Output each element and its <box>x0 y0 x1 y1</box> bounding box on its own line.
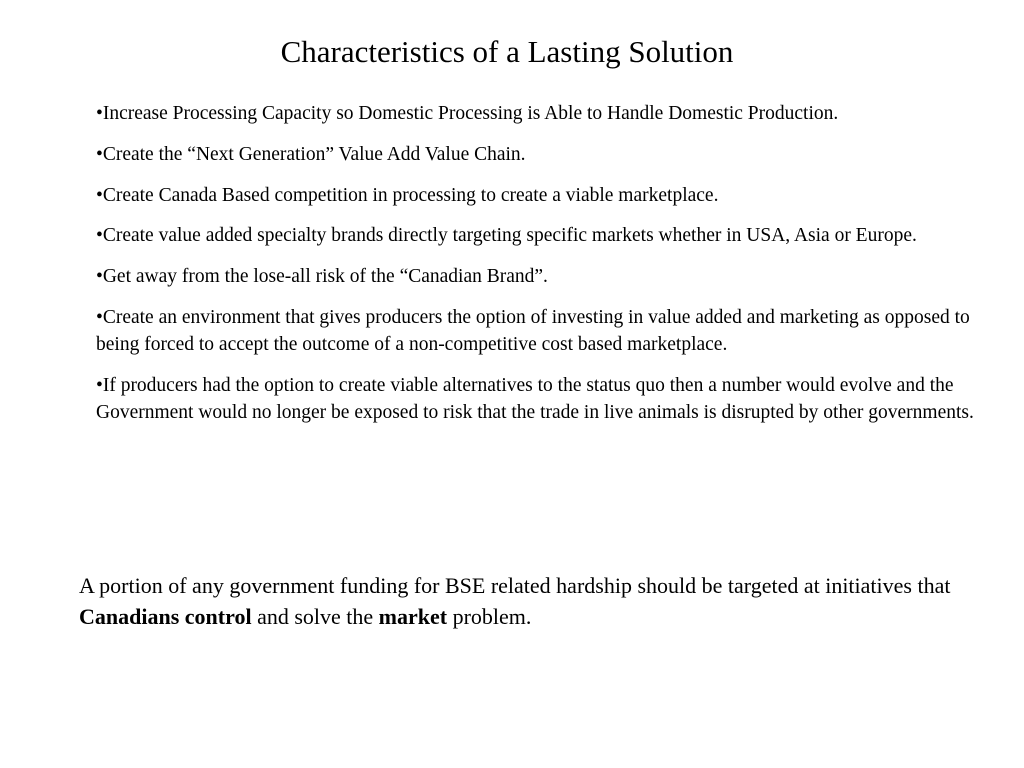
bullet-item: •If producers had the option to create viable alternatives to the status quo then a number would evolve and the Government would no longer be exposed to risk that the trade in live animals is disrupted by other governments. <box>96 375 974 424</box>
bullet-list <box>96 100 996 440</box>
closing-bold-market: market <box>378 603 448 629</box>
bullet-item: •Create the “Next Generation” Value Add Value Chain. <box>96 143 526 165</box>
closing-text-3: problem. <box>447 603 532 629</box>
closing-bold-canadians-control: Canadians control <box>79 603 252 629</box>
bullet-item: •Create Canada Based competition in processing to create a viable marketplace. <box>96 184 719 206</box>
bullet-item: •Create value added specialty brands directly targeting specific markets whether in USA, Asia or Europe. <box>96 225 917 247</box>
bullet-item: •Create an environment that gives producers the option of investing in value added and marketing as opposed to being forced to accept the outcome of a non-competitive cost based marketplace. <box>96 306 970 356</box>
bullet-item: •Increase Processing Capacity so Domestic Processing is Able to Handle Domestic Production. <box>96 103 839 124</box>
slide-title: Characteristics of a Lasting Solution <box>280 34 734 69</box>
closing-note <box>79 571 969 632</box>
bullet-item: •Get away from the lose-all risk of the “Canadian Brand”. <box>96 266 548 288</box>
closing-text-2: and solve the <box>251 603 379 629</box>
closing-text-1: A portion of any government funding for BSE related hardship should be targeted at initiatives that <box>79 573 951 598</box>
